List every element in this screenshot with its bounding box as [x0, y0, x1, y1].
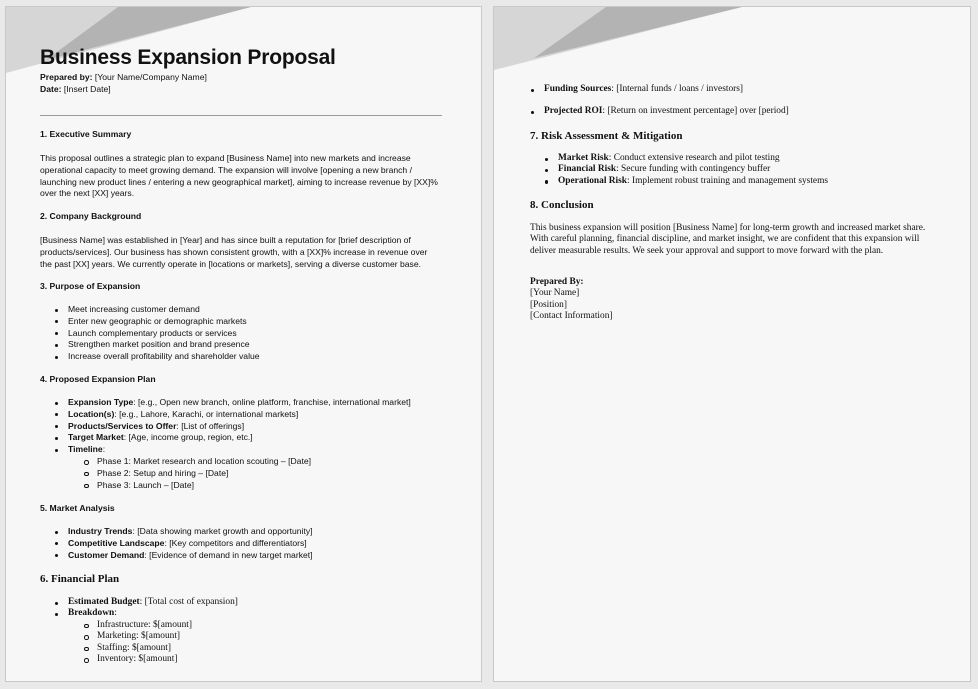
document-page-2 [493, 6, 971, 682]
item-text: : Secure funding with contingency buffer [616, 164, 771, 175]
item-text: : [Key competitors and differentiators] [164, 537, 307, 548]
item-label: Competitive Landscape [68, 537, 165, 548]
item-text: : [Evidence of demand in new target market] [144, 549, 313, 560]
item-label: Location(s) [68, 408, 115, 419]
item-label: Financial Risk [558, 164, 617, 175]
item-text: : [Internal funds / loans / investors] [611, 84, 744, 94]
list-item [53, 538, 313, 550]
list-item: Launch complementary products or services [53, 328, 260, 340]
section-heading-purpose: 3. Purpose of Expansion [40, 281, 141, 291]
purpose-list [53, 304, 260, 363]
document-page-1 [5, 6, 482, 682]
list-item [529, 84, 789, 95]
sub-list-item: Phase 3: Launch – [Date] [83, 480, 411, 492]
list-item [53, 608, 238, 665]
section-heading-company-background: 2. Company Background [40, 211, 142, 221]
document-title: Business Expansion Proposal [40, 46, 336, 69]
prepared-by-value: [Your Name/Company Name] [92, 72, 207, 82]
item-label: Products/Services to Offer [68, 420, 177, 431]
date-label: Date: [40, 83, 62, 94]
breakdown-sublist [83, 620, 238, 666]
list-item [543, 176, 828, 187]
date-value: [Insert Date] [61, 83, 111, 94]
list-item [53, 397, 411, 409]
section-heading-expansion-plan: 4. Proposed Expansion Plan [40, 374, 156, 384]
list-item: Increase overall profitability and shareholder value [53, 351, 260, 363]
section-heading-financial-plan: 6. Financial Plan [40, 573, 120, 585]
expansion-plan-list [53, 397, 411, 491]
prepared-by-line [40, 72, 207, 84]
conclusion-text: This business expansion will position [Business Name] for long-term growth and increased market share. With careful planning, financial discipline, and market insight, we are confident that this expansion will deliver measurable results. We seek your approval and support to move forward with the plan. [530, 223, 926, 256]
item-label: Projected ROI [544, 106, 603, 117]
item-text: : Implement robust training and management systems [627, 175, 829, 186]
list-item [53, 432, 411, 444]
section-heading-risk-assessment: 7. Risk Assessment & Mitigation [530, 130, 683, 142]
list-item [543, 164, 828, 175]
date-line [40, 84, 207, 96]
item-text: : [114, 608, 117, 619]
sub-list-item: Infrastructure: $[amount] [83, 620, 238, 631]
item-text: : [Total cost of expansion] [139, 597, 238, 607]
list-item [53, 444, 411, 491]
list-item [543, 153, 828, 164]
signature-block [530, 277, 613, 323]
list-item [53, 421, 411, 433]
document-meta [40, 72, 207, 96]
item-text: : [Return on investment percentage] over [period] [602, 106, 789, 117]
item-label: Customer Demand [68, 549, 145, 560]
item-label: Industry Trends [68, 526, 133, 536]
item-label: Funding Sources [544, 84, 612, 94]
list-item [53, 409, 411, 421]
list-item [53, 597, 238, 608]
item-text: : [List of offerings] [176, 420, 245, 431]
item-text: : [Data showing market growth and opportunity] [132, 526, 313, 536]
item-label: Estimated Budget [68, 597, 140, 607]
list-item [53, 550, 313, 562]
item-label: Target Market [68, 432, 124, 443]
financial-plan-continued-list [529, 84, 789, 118]
sub-list-item: Phase 1: Market research and location scouting – [Date] [83, 456, 411, 468]
executive-summary-text: This proposal outlines a strategic plan to expand [Business Name] into new markets and increase operational capacity to meet growing demand. The expansion will involve [opening a new branch / launching new product lines / entering a new geographical market], aiming to increase revenue by [XX]% over the next [XX] years. [40, 153, 438, 199]
risk-assessment-list [543, 153, 828, 187]
item-text: : [e.g., Open new branch, online platform, franchise, international market] [133, 397, 411, 407]
list-item: Meet increasing customer demand [53, 304, 260, 316]
item-label: Timeline [68, 444, 103, 455]
item-text: : [102, 444, 106, 455]
list-item [53, 526, 313, 538]
list-item: Strengthen market position and brand presence [53, 339, 260, 351]
company-background-text: [Business Name] was established in [Year] and has since built a reputation for [brief description of products/services]. Our business has shown consistent growth, with a [XX]% increase in revenue over the past [XX] years. We currently operate in [locations or markets], serving a diverse customer base. [40, 235, 428, 269]
signature-line: [Position] [530, 299, 567, 310]
item-text: : [e.g., Lahore, Karachi, or international markets] [114, 408, 299, 419]
item-label: Market Risk [558, 153, 609, 163]
list-item: Enter new geographic or demographic markets [53, 316, 260, 328]
sub-list-item: Inventory: $[amount] [83, 654, 238, 665]
page-corner-decoration [494, 7, 754, 77]
section-heading-conclusion: 8. Conclusion [530, 199, 594, 211]
item-label: Expansion Type [68, 397, 134, 407]
section-heading-market-analysis: 5. Market Analysis [40, 503, 115, 513]
sub-list-item: Phase 2: Setup and hiring – [Date] [83, 468, 411, 480]
signature-line: [Contact Information] [530, 311, 613, 322]
financial-plan-list [53, 597, 238, 665]
item-text: : Conduct extensive research and pilot testing [608, 153, 780, 163]
item-label: Operational Risk [558, 175, 628, 186]
section-heading-executive-summary: 1. Executive Summary [40, 129, 132, 139]
sub-list-item: Marketing: $[amount] [83, 631, 238, 642]
market-analysis-list [53, 526, 313, 561]
list-item [529, 106, 789, 117]
prepared-by-heading: Prepared By: [530, 277, 584, 287]
prepared-by-label: Prepared by: [40, 72, 93, 82]
sub-list-item: Staffing: $[amount] [83, 643, 238, 654]
item-text: : [Age, income group, region, etc.] [123, 432, 253, 443]
item-label: Breakdown [68, 608, 115, 619]
signature-line: [Your Name] [530, 288, 580, 299]
timeline-sublist [83, 456, 411, 491]
header-divider [40, 115, 442, 116]
